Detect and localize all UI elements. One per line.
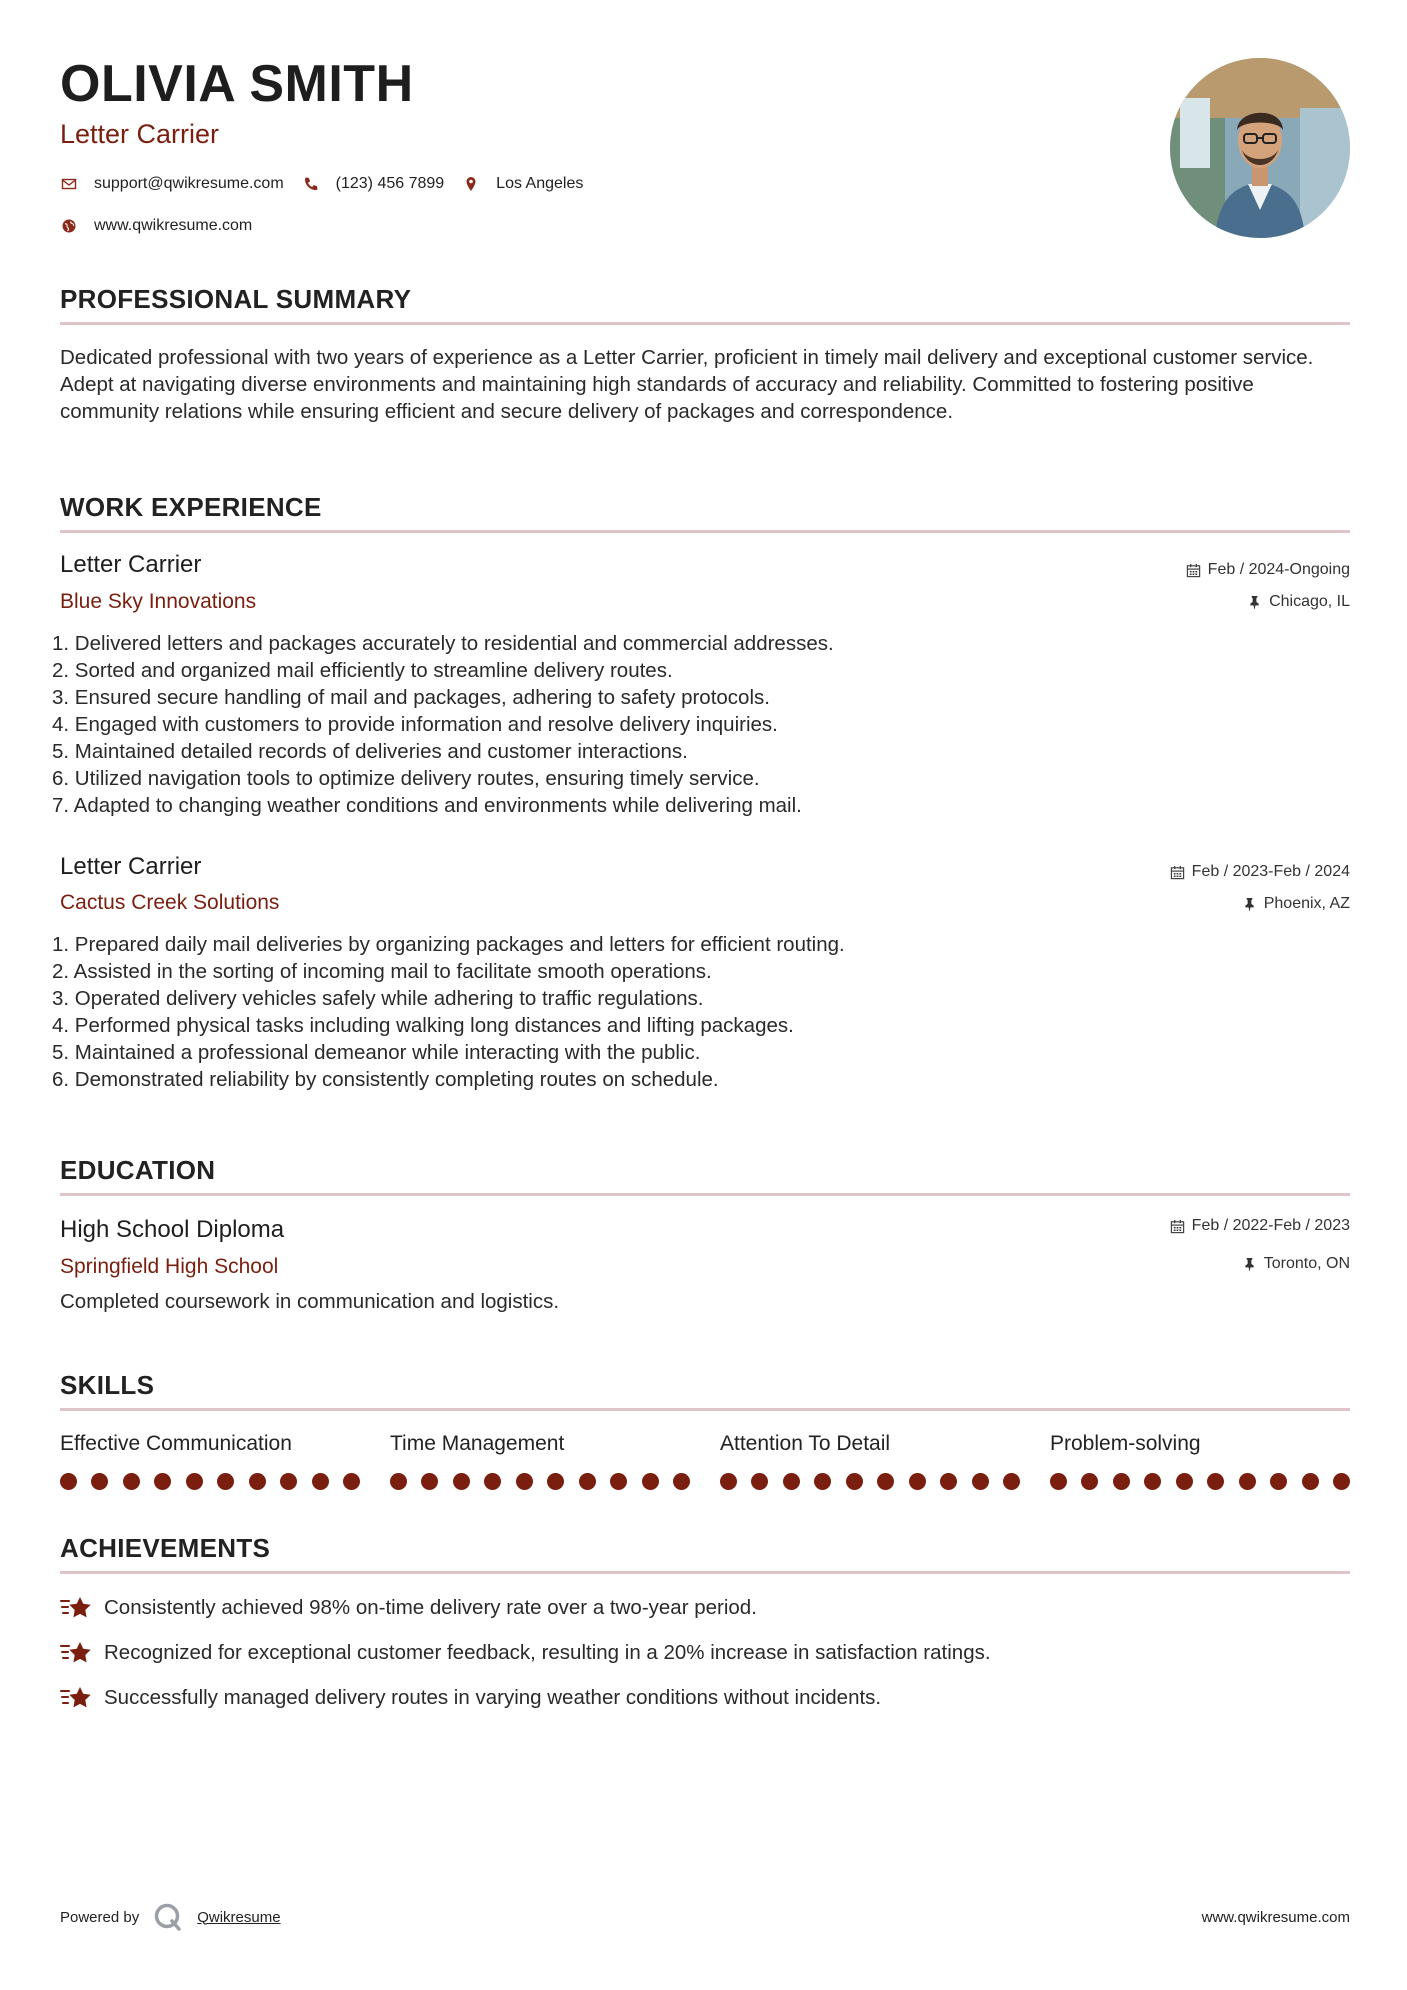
star-icon <box>60 1684 92 1712</box>
achievements-heading: ACHIEVEMENTS <box>60 1533 271 1563</box>
list-item: 4. Engaged with customers to provide information and resolve delivery inquiries. <box>52 713 778 736</box>
footer-website[interactable]: www.qwikresume.com <box>1201 1909 1350 1926</box>
candidate-name: OLIVIA SMITH <box>60 55 414 113</box>
calendar-icon <box>1170 1219 1185 1234</box>
skill-rating-dot <box>484 1473 501 1490</box>
skill-rating <box>390 1473 690 1490</box>
job-1-location <box>1247 594 1350 610</box>
job-1-title: Letter Carrier <box>60 551 202 578</box>
skill-rating-dot <box>547 1473 564 1490</box>
experience-divider <box>60 530 1350 533</box>
skill-rating-dot <box>60 1473 77 1490</box>
skill-rating-dot <box>312 1473 329 1490</box>
job-2-title: Letter Carrier <box>60 853 202 880</box>
skill-rating-dot <box>421 1473 438 1490</box>
skill-rating <box>1050 1473 1350 1490</box>
phone-text: (123) 456 7899 <box>335 175 445 192</box>
achievement-item <box>60 1639 991 1667</box>
contact-phone <box>302 175 445 193</box>
list-item: 3. Ensured secure handling of mail and packages, adhering to safety protocols. <box>52 686 770 709</box>
skill-rating <box>60 1473 360 1490</box>
summary-heading: PROFESSIONAL SUMMARY <box>60 284 412 314</box>
skill-rating-dot <box>1207 1473 1224 1490</box>
envelope-icon <box>60 175 78 193</box>
pushpin-icon <box>1242 1257 1257 1272</box>
skill-rating-dot <box>1081 1473 1098 1490</box>
skill-rating-dot <box>516 1473 533 1490</box>
contact-website <box>60 217 252 235</box>
powered-by-text: Powered by <box>60 1908 140 1926</box>
skill-rating-dot <box>1113 1473 1130 1490</box>
skill-item <box>1050 1433 1350 1490</box>
list-item: 3. Operated delivery vehicles safely while adhering to traffic regulations. <box>52 987 704 1010</box>
achievement-text: Consistently achieved 98% on-time delivery rate over a two-year period. <box>104 1596 757 1619</box>
achievements-divider <box>60 1571 1350 1574</box>
education-location <box>1242 1256 1350 1272</box>
list-item: 5. Maintained detailed records of deliveries and customer interactions. <box>52 740 688 763</box>
skill-rating-dot <box>877 1473 894 1490</box>
education-description: Completed coursework in communication and logistics. <box>60 1290 560 1313</box>
calendar-icon <box>1186 563 1201 578</box>
job-2-dates-text: Feb / 2023-Feb / 2024 <box>1191 863 1350 880</box>
summary-text: Dedicated professional with two years of experience as a Letter Carrier, proficient in timely mail delivery and exceptional customer service. Adept at navigating diverse environments and maintaining high standards of accuracy and reliability. Committed to fostering positive community relations while ensuring efficient and secure delivery of packages and correspondence. <box>60 346 1314 423</box>
list-item: 2. Assisted in the sorting of incoming mail to facilitate smooth operations. <box>52 960 712 983</box>
calendar-icon <box>1170 865 1185 880</box>
skill-rating-dot <box>579 1473 596 1490</box>
skill-rating-dot <box>390 1473 407 1490</box>
skill-rating-dot <box>1270 1473 1287 1490</box>
summary-divider <box>60 322 1350 325</box>
star-icon <box>60 1639 92 1667</box>
resume-page <box>52 0 1350 1990</box>
job-1-bullets <box>52 630 1252 819</box>
skill-item <box>720 1433 1020 1490</box>
education-divider <box>60 1193 1350 1196</box>
skill-rating-dot <box>1003 1473 1020 1490</box>
website-text[interactable]: www.qwikresume.com <box>94 217 253 234</box>
skill-rating-dot <box>453 1473 470 1490</box>
achievement-text: Successfully managed delivery routes in varying weather conditions without incidents. <box>104 1686 882 1709</box>
profile-photo <box>1170 58 1350 238</box>
skill-rating-dot <box>1239 1473 1256 1490</box>
skill-rating-dot <box>186 1473 203 1490</box>
email-text[interactable]: support@qwikresume.com <box>94 175 284 192</box>
qwikresume-link[interactable]: Qwikresume <box>197 1908 281 1926</box>
list-item: 1. Prepared daily mail deliveries by organizing packages and letters for efficient routing. <box>52 933 845 956</box>
skill-rating-dot <box>343 1473 360 1490</box>
job-1-company: Blue Sky Innovations <box>60 590 257 613</box>
list-item: 2. Sorted and organized mail efficiently to streamline delivery routes. <box>52 659 673 682</box>
skill-rating-dot <box>1333 1473 1350 1490</box>
job-2-bullets <box>52 931 1252 1093</box>
skill-rating-dot <box>123 1473 140 1490</box>
pushpin-icon <box>1242 897 1257 912</box>
skill-rating-dot <box>642 1473 659 1490</box>
contact-row-1 <box>60 173 601 195</box>
education-location-text: Toronto, ON <box>1263 1255 1350 1272</box>
skills-divider <box>60 1408 1350 1411</box>
list-item: 4. Performed physical tasks including walking long distances and lifting packages. <box>52 1014 794 1037</box>
achievement-item <box>60 1684 881 1712</box>
skill-rating-dot <box>217 1473 234 1490</box>
skill-rating-dot <box>249 1473 266 1490</box>
skill-rating-dot <box>1144 1473 1161 1490</box>
list-item: 7. Adapted to changing weather conditions and environments while delivering mail. <box>52 794 802 817</box>
pushpin-icon <box>1247 595 1262 610</box>
skill-rating-dot <box>972 1473 989 1490</box>
achievement-item <box>60 1594 757 1622</box>
job-2-location-text: Phoenix, AZ <box>1263 895 1350 912</box>
experience-heading: WORK EXPERIENCE <box>60 492 322 522</box>
education-heading: EDUCATION <box>60 1155 216 1185</box>
skill-rating-dot <box>154 1473 171 1490</box>
star-icon <box>60 1594 92 1622</box>
skill-name: Attention To Detail <box>720 1432 891 1455</box>
achievement-text: Recognized for exceptional customer feedback, resulting in a 20% increase in satisfaction ratings. <box>104 1641 991 1664</box>
contact-email <box>60 175 284 193</box>
education-dates-text: Feb / 2022-Feb / 2023 <box>1191 1217 1350 1234</box>
skill-rating-dot <box>751 1473 768 1490</box>
contact-row-2 <box>60 215 270 237</box>
contact-location <box>462 175 583 193</box>
footer-powered-by <box>60 1902 281 1932</box>
skill-rating-dot <box>610 1473 627 1490</box>
education-school: Springfield High School <box>60 1255 279 1278</box>
job-2-company: Cactus Creek Solutions <box>60 891 280 914</box>
job-1-dates-text: Feb / 2024-Ongoing <box>1207 561 1350 578</box>
skill-name: Time Management <box>390 1432 565 1455</box>
education-degree: High School Diploma <box>60 1216 285 1243</box>
list-item: 5. Maintained a professional demeanor while interacting with the public. <box>52 1041 701 1064</box>
skill-name: Effective Communication <box>60 1432 292 1455</box>
location-text: Los Angeles <box>496 175 584 192</box>
skill-rating-dot <box>846 1473 863 1490</box>
education-dates <box>1170 1218 1350 1234</box>
skill-name: Problem-solving <box>1050 1432 1201 1455</box>
job-1-dates <box>1186 562 1350 578</box>
skill-rating-dot <box>1302 1473 1319 1490</box>
phone-icon <box>302 175 320 193</box>
job-2-dates <box>1170 864 1350 880</box>
skill-rating-dot <box>940 1473 957 1490</box>
list-item: 1. Delivered letters and packages accurately to residential and commercial addresses. <box>52 632 834 655</box>
skills-heading: SKILLS <box>60 1370 155 1400</box>
skill-rating-dot <box>814 1473 831 1490</box>
qwikresume-logo-icon <box>153 1902 183 1932</box>
skill-rating-dot <box>720 1473 737 1490</box>
skill-rating-dot <box>1176 1473 1193 1490</box>
skill-item <box>390 1433 690 1490</box>
job-2-location <box>1242 896 1350 912</box>
skill-rating-dot <box>783 1473 800 1490</box>
globe-icon <box>60 217 78 235</box>
list-item: 6. Demonstrated reliability by consistently completing routes on schedule. <box>52 1068 719 1091</box>
skill-rating <box>720 1473 1020 1490</box>
list-item: 6. Utilized navigation tools to optimize delivery routes, ensuring timely service. <box>52 767 760 790</box>
skill-rating-dot <box>91 1473 108 1490</box>
skill-rating-dot <box>673 1473 690 1490</box>
candidate-title: Letter Carrier <box>60 119 220 149</box>
skill-rating-dot <box>280 1473 297 1490</box>
skill-rating-dot <box>909 1473 926 1490</box>
job-1-location-text: Chicago, IL <box>1269 593 1350 610</box>
skill-item <box>60 1433 360 1490</box>
map-pin-icon <box>462 175 480 193</box>
skill-rating-dot <box>1050 1473 1067 1490</box>
